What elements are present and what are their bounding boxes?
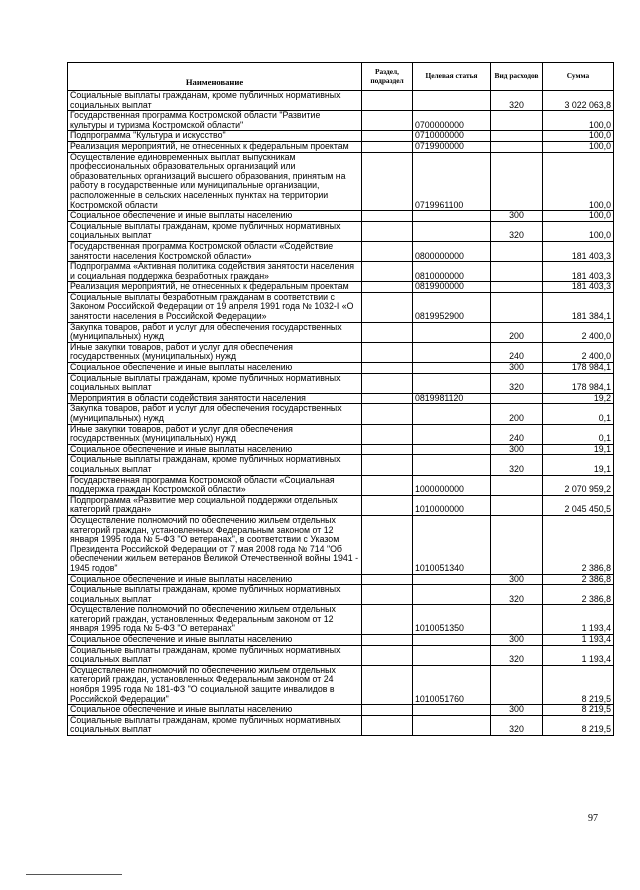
- cell-target: [413, 373, 491, 393]
- cell-sum: 0,1: [543, 424, 614, 444]
- cell-target: [413, 342, 491, 362]
- cell-section: [362, 444, 413, 455]
- cell-name: Социальные выплаты гражданам, кроме публичных нормативных социальных выплат: [68, 455, 362, 475]
- cell-target: 0719961100: [413, 152, 491, 211]
- cell-name: Социальное обеспечение и иные выплаты населению: [68, 574, 362, 585]
- cell-kind: 300: [491, 211, 543, 222]
- cell-target: [413, 221, 491, 241]
- table-header-row: [68, 63, 614, 91]
- cell-sum: 1 193,4: [543, 605, 614, 635]
- cell-sum: 0,1: [543, 404, 614, 424]
- table-body: [68, 91, 614, 736]
- table-row: [68, 393, 614, 404]
- cell-target: 1010000000: [413, 495, 491, 515]
- cell-sum: 2 386,8: [543, 585, 614, 605]
- cell-section: [362, 262, 413, 282]
- cell-sum: 181 403,3: [543, 241, 614, 261]
- cell-target: [413, 322, 491, 342]
- cell-name: Подпрограмма «Активная политика содействия занятости населения и социальная поддержка безработных граждан»: [68, 262, 362, 282]
- cell-kind: 300: [491, 363, 543, 374]
- cell-sum: 178 984,1: [543, 363, 614, 374]
- cell-target: [413, 424, 491, 444]
- cell-kind: [491, 262, 543, 282]
- cell-kind: 320: [491, 91, 543, 111]
- table-row: [68, 152, 614, 211]
- cell-name: Осуществление полномочий по обеспечению жильем отдельных категорий граждан, установленных Федеральным законом от 12 января 1995 года № 5-ФЗ "О ветеранах": [68, 605, 362, 635]
- cell-sum: 100,0: [543, 141, 614, 152]
- cell-target: [413, 715, 491, 735]
- cell-kind: [491, 605, 543, 635]
- cell-kind: 320: [491, 645, 543, 665]
- cell-sum: 178 984,1: [543, 373, 614, 393]
- cell-sum: 1 193,4: [543, 635, 614, 646]
- cell-name: Социальные выплаты безработным гражданам в соответствии с Законом Российской Федерации от 19 апреля 1991 года № 1032-I «О занятости населения в Российской Федерации»: [68, 292, 362, 322]
- cell-sum: 19,1: [543, 444, 614, 455]
- cell-sum: 100,0: [543, 221, 614, 241]
- table-row: [68, 373, 614, 393]
- cell-target: 1010051760: [413, 665, 491, 704]
- cell-kind: [491, 475, 543, 495]
- cell-section: [362, 665, 413, 704]
- cell-section: [362, 424, 413, 444]
- cell-sum: 100,0: [543, 111, 614, 131]
- cell-kind: 200: [491, 322, 543, 342]
- cell-section: [362, 131, 413, 142]
- header-name: Наименование: [68, 63, 362, 91]
- cell-name: Социальное обеспечение и иные выплаты населению: [68, 363, 362, 374]
- cell-kind: 200: [491, 404, 543, 424]
- cell-section: [362, 322, 413, 342]
- cell-name: Социальное обеспечение и иные выплаты населению: [68, 211, 362, 222]
- cell-sum: 2 070 959,2: [543, 475, 614, 495]
- table-row: [68, 141, 614, 152]
- cell-target: 1010051340: [413, 515, 491, 574]
- cell-kind: [491, 515, 543, 574]
- cell-section: [362, 91, 413, 111]
- cell-target: 0700000000: [413, 111, 491, 131]
- cell-name: Государственная программа Костромской области «Социальная поддержка граждан Костромской области»: [68, 475, 362, 495]
- cell-kind: [491, 131, 543, 142]
- cell-name: Подпрограмма «Развитие мер социальной поддержки отдельных категорий граждан»: [68, 495, 362, 515]
- table-row: [68, 292, 614, 322]
- table-row: [68, 475, 614, 495]
- cell-target: 1010051350: [413, 605, 491, 635]
- cell-kind: 320: [491, 455, 543, 475]
- cell-kind: 320: [491, 585, 543, 605]
- cell-section: [362, 363, 413, 374]
- table-row: [68, 342, 614, 362]
- cell-section: [362, 292, 413, 322]
- table-row: [68, 282, 614, 293]
- cell-section: [362, 515, 413, 574]
- cell-kind: 320: [491, 373, 543, 393]
- cell-sum: 181 403,3: [543, 282, 614, 293]
- cell-kind: [491, 111, 543, 131]
- cell-name: Осуществление единовременных выплат выпускникам профессиональных образовательных организаций или образовательных организаций высшего образования, принятым на работу в государственные или муниципальные организации, расположенные в сельских населенных пунктах на территории Костромской области: [68, 152, 362, 211]
- cell-kind: 300: [491, 574, 543, 585]
- cell-section: [362, 455, 413, 475]
- cell-section: [362, 211, 413, 222]
- cell-kind: 320: [491, 715, 543, 735]
- cell-target: 0810000000: [413, 262, 491, 282]
- cell-target: 0719900000: [413, 141, 491, 152]
- cell-kind: 240: [491, 424, 543, 444]
- cell-sum: 8 219,5: [543, 665, 614, 704]
- cell-section: [362, 152, 413, 211]
- table-row: [68, 241, 614, 261]
- cell-kind: [491, 241, 543, 261]
- cell-sum: 100,0: [543, 131, 614, 142]
- header-section: Раздел, подраздел: [362, 63, 413, 91]
- cell-kind: [491, 393, 543, 404]
- cell-section: [362, 585, 413, 605]
- cell-name: Реализация мероприятий, не отнесенных к федеральным проектам: [68, 141, 362, 152]
- table-row: [68, 404, 614, 424]
- table-row: [68, 605, 614, 635]
- table-row: [68, 91, 614, 111]
- cell-kind: 300: [491, 635, 543, 646]
- cell-name: Социальные выплаты гражданам, кроме публичных нормативных социальных выплат: [68, 91, 362, 111]
- cell-target: 1000000000: [413, 475, 491, 495]
- cell-name: Иные закупки товаров, работ и услуг для обеспечения государственных (муниципальных) нужд: [68, 342, 362, 362]
- table-row: [68, 635, 614, 646]
- cell-section: [362, 221, 413, 241]
- cell-kind: [491, 141, 543, 152]
- cell-name: Закупка товаров, работ и услуг для обеспечения государственных (муниципальных) нужд: [68, 322, 362, 342]
- cell-sum: 19,2: [543, 393, 614, 404]
- cell-name: Социальное обеспечение и иные выплаты населению: [68, 444, 362, 455]
- cell-name: Государственная программа Костромской области "Развитие культуры и туризма Костромской области": [68, 111, 362, 131]
- cell-target: [413, 585, 491, 605]
- page-number: 97: [588, 813, 598, 824]
- cell-target: [413, 404, 491, 424]
- cell-target: [413, 455, 491, 475]
- cell-section: [362, 342, 413, 362]
- table-row: [68, 515, 614, 574]
- cell-target: 0819900000: [413, 282, 491, 293]
- table-row: [68, 665, 614, 704]
- cell-sum: 2 400,0: [543, 322, 614, 342]
- table-row: [68, 262, 614, 282]
- cell-section: [362, 475, 413, 495]
- cell-sum: 100,0: [543, 211, 614, 222]
- cell-name: Социальные выплаты гражданам, кроме публичных нормативных социальных выплат: [68, 373, 362, 393]
- cell-target: 0710000000: [413, 131, 491, 142]
- cell-kind: 300: [491, 705, 543, 716]
- table-row: [68, 705, 614, 716]
- cell-sum: 2 386,8: [543, 515, 614, 574]
- cell-sum: 19,1: [543, 455, 614, 475]
- cell-section: [362, 141, 413, 152]
- cell-kind: 240: [491, 342, 543, 362]
- cell-sum: 3 022 063,8: [543, 91, 614, 111]
- cell-section: [362, 111, 413, 131]
- cell-name: Иные закупки товаров, работ и услуг для обеспечения государственных (муниципальных) нужд: [68, 424, 362, 444]
- cell-kind: [491, 292, 543, 322]
- table-row: [68, 585, 614, 605]
- cell-name: Мероприятия в области содействия занятости населения: [68, 393, 362, 404]
- cell-kind: 300: [491, 444, 543, 455]
- table-row: [68, 424, 614, 444]
- table-row: [68, 131, 614, 142]
- budget-table: [67, 62, 614, 736]
- cell-section: [362, 393, 413, 404]
- cell-name: Подпрограмма "Культура и искусство": [68, 131, 362, 142]
- cell-target: 0800000000: [413, 241, 491, 261]
- cell-kind: [491, 495, 543, 515]
- cell-target: 0819981120: [413, 393, 491, 404]
- cell-section: [362, 605, 413, 635]
- footer-divider: [26, 874, 122, 875]
- cell-name: Социальное обеспечение и иные выплаты населению: [68, 635, 362, 646]
- header-kind: Вид расходов: [491, 63, 543, 91]
- table-row: [68, 221, 614, 241]
- table-row: [68, 363, 614, 374]
- cell-name: Реализация мероприятий, не отнесенных к федеральным проектам: [68, 282, 362, 293]
- cell-kind: [491, 152, 543, 211]
- cell-target: [413, 211, 491, 222]
- cell-sum: 8 219,5: [543, 705, 614, 716]
- cell-name: Социальные выплаты гражданам, кроме публичных нормативных социальных выплат: [68, 221, 362, 241]
- cell-target: [413, 363, 491, 374]
- cell-target: [413, 645, 491, 665]
- header-sum: Сумма: [543, 63, 614, 91]
- cell-section: [362, 645, 413, 665]
- cell-name: Осуществление полномочий по обеспечению жильем отдельных категорий граждан, установленных Федеральным законом от 24 ноября 1995 года № 181-ФЗ "О социальной защите инвалидов в Российской Федерации": [68, 665, 362, 704]
- cell-target: [413, 635, 491, 646]
- cell-target: [413, 705, 491, 716]
- cell-name: Осуществление полномочий по обеспечению жильем отдельных категорий граждан, установленных Федеральным законом от 12 января 1995 года № 5-ФЗ "О ветеранах", в соответствии с Указом Президента Российской Федерации от 7 мая 2008 года № 714 "Об обеспечении жильем ветеранов Великой Отечественной войны 1941 - 1945 годов": [68, 515, 362, 574]
- cell-sum: 181 403,3: [543, 262, 614, 282]
- cell-name: Закупка товаров, работ и услуг для обеспечения государственных (муниципальных) нужд: [68, 404, 362, 424]
- cell-sum: 1 193,4: [543, 645, 614, 665]
- cell-name: Социальные выплаты гражданам, кроме публичных нормативных социальных выплат: [68, 645, 362, 665]
- cell-section: [362, 705, 413, 716]
- cell-sum: 181 384,1: [543, 292, 614, 322]
- cell-target: 0819952900: [413, 292, 491, 322]
- cell-target: [413, 91, 491, 111]
- cell-section: [362, 404, 413, 424]
- cell-kind: 320: [491, 221, 543, 241]
- cell-section: [362, 373, 413, 393]
- header-target: Целевая статья: [413, 63, 491, 91]
- cell-kind: [491, 282, 543, 293]
- cell-sum: 100,0: [543, 152, 614, 211]
- cell-name: Социальные выплаты гражданам, кроме публичных нормативных социальных выплат: [68, 585, 362, 605]
- cell-sum: 2 386,8: [543, 574, 614, 585]
- cell-kind: [491, 665, 543, 704]
- cell-target: [413, 574, 491, 585]
- cell-target: [413, 444, 491, 455]
- table-row: [68, 444, 614, 455]
- cell-sum: 8 219,5: [543, 715, 614, 735]
- cell-name: Социальное обеспечение и иные выплаты населению: [68, 705, 362, 716]
- cell-sum: 2 400,0: [543, 342, 614, 362]
- cell-sum: 2 045 450,5: [543, 495, 614, 515]
- table-row: [68, 715, 614, 735]
- table-row: [68, 574, 614, 585]
- cell-section: [362, 574, 413, 585]
- table-row: [68, 211, 614, 222]
- cell-section: [362, 635, 413, 646]
- cell-name: Государственная программа Костромской области «Содействие занятости населения Костромской области»: [68, 241, 362, 261]
- cell-section: [362, 282, 413, 293]
- cell-section: [362, 715, 413, 735]
- table-row: [68, 495, 614, 515]
- table-row: [68, 455, 614, 475]
- cell-section: [362, 495, 413, 515]
- table-row: [68, 322, 614, 342]
- cell-name: Социальные выплаты гражданам, кроме публичных нормативных социальных выплат: [68, 715, 362, 735]
- table-row: [68, 645, 614, 665]
- table-row: [68, 111, 614, 131]
- cell-section: [362, 241, 413, 261]
